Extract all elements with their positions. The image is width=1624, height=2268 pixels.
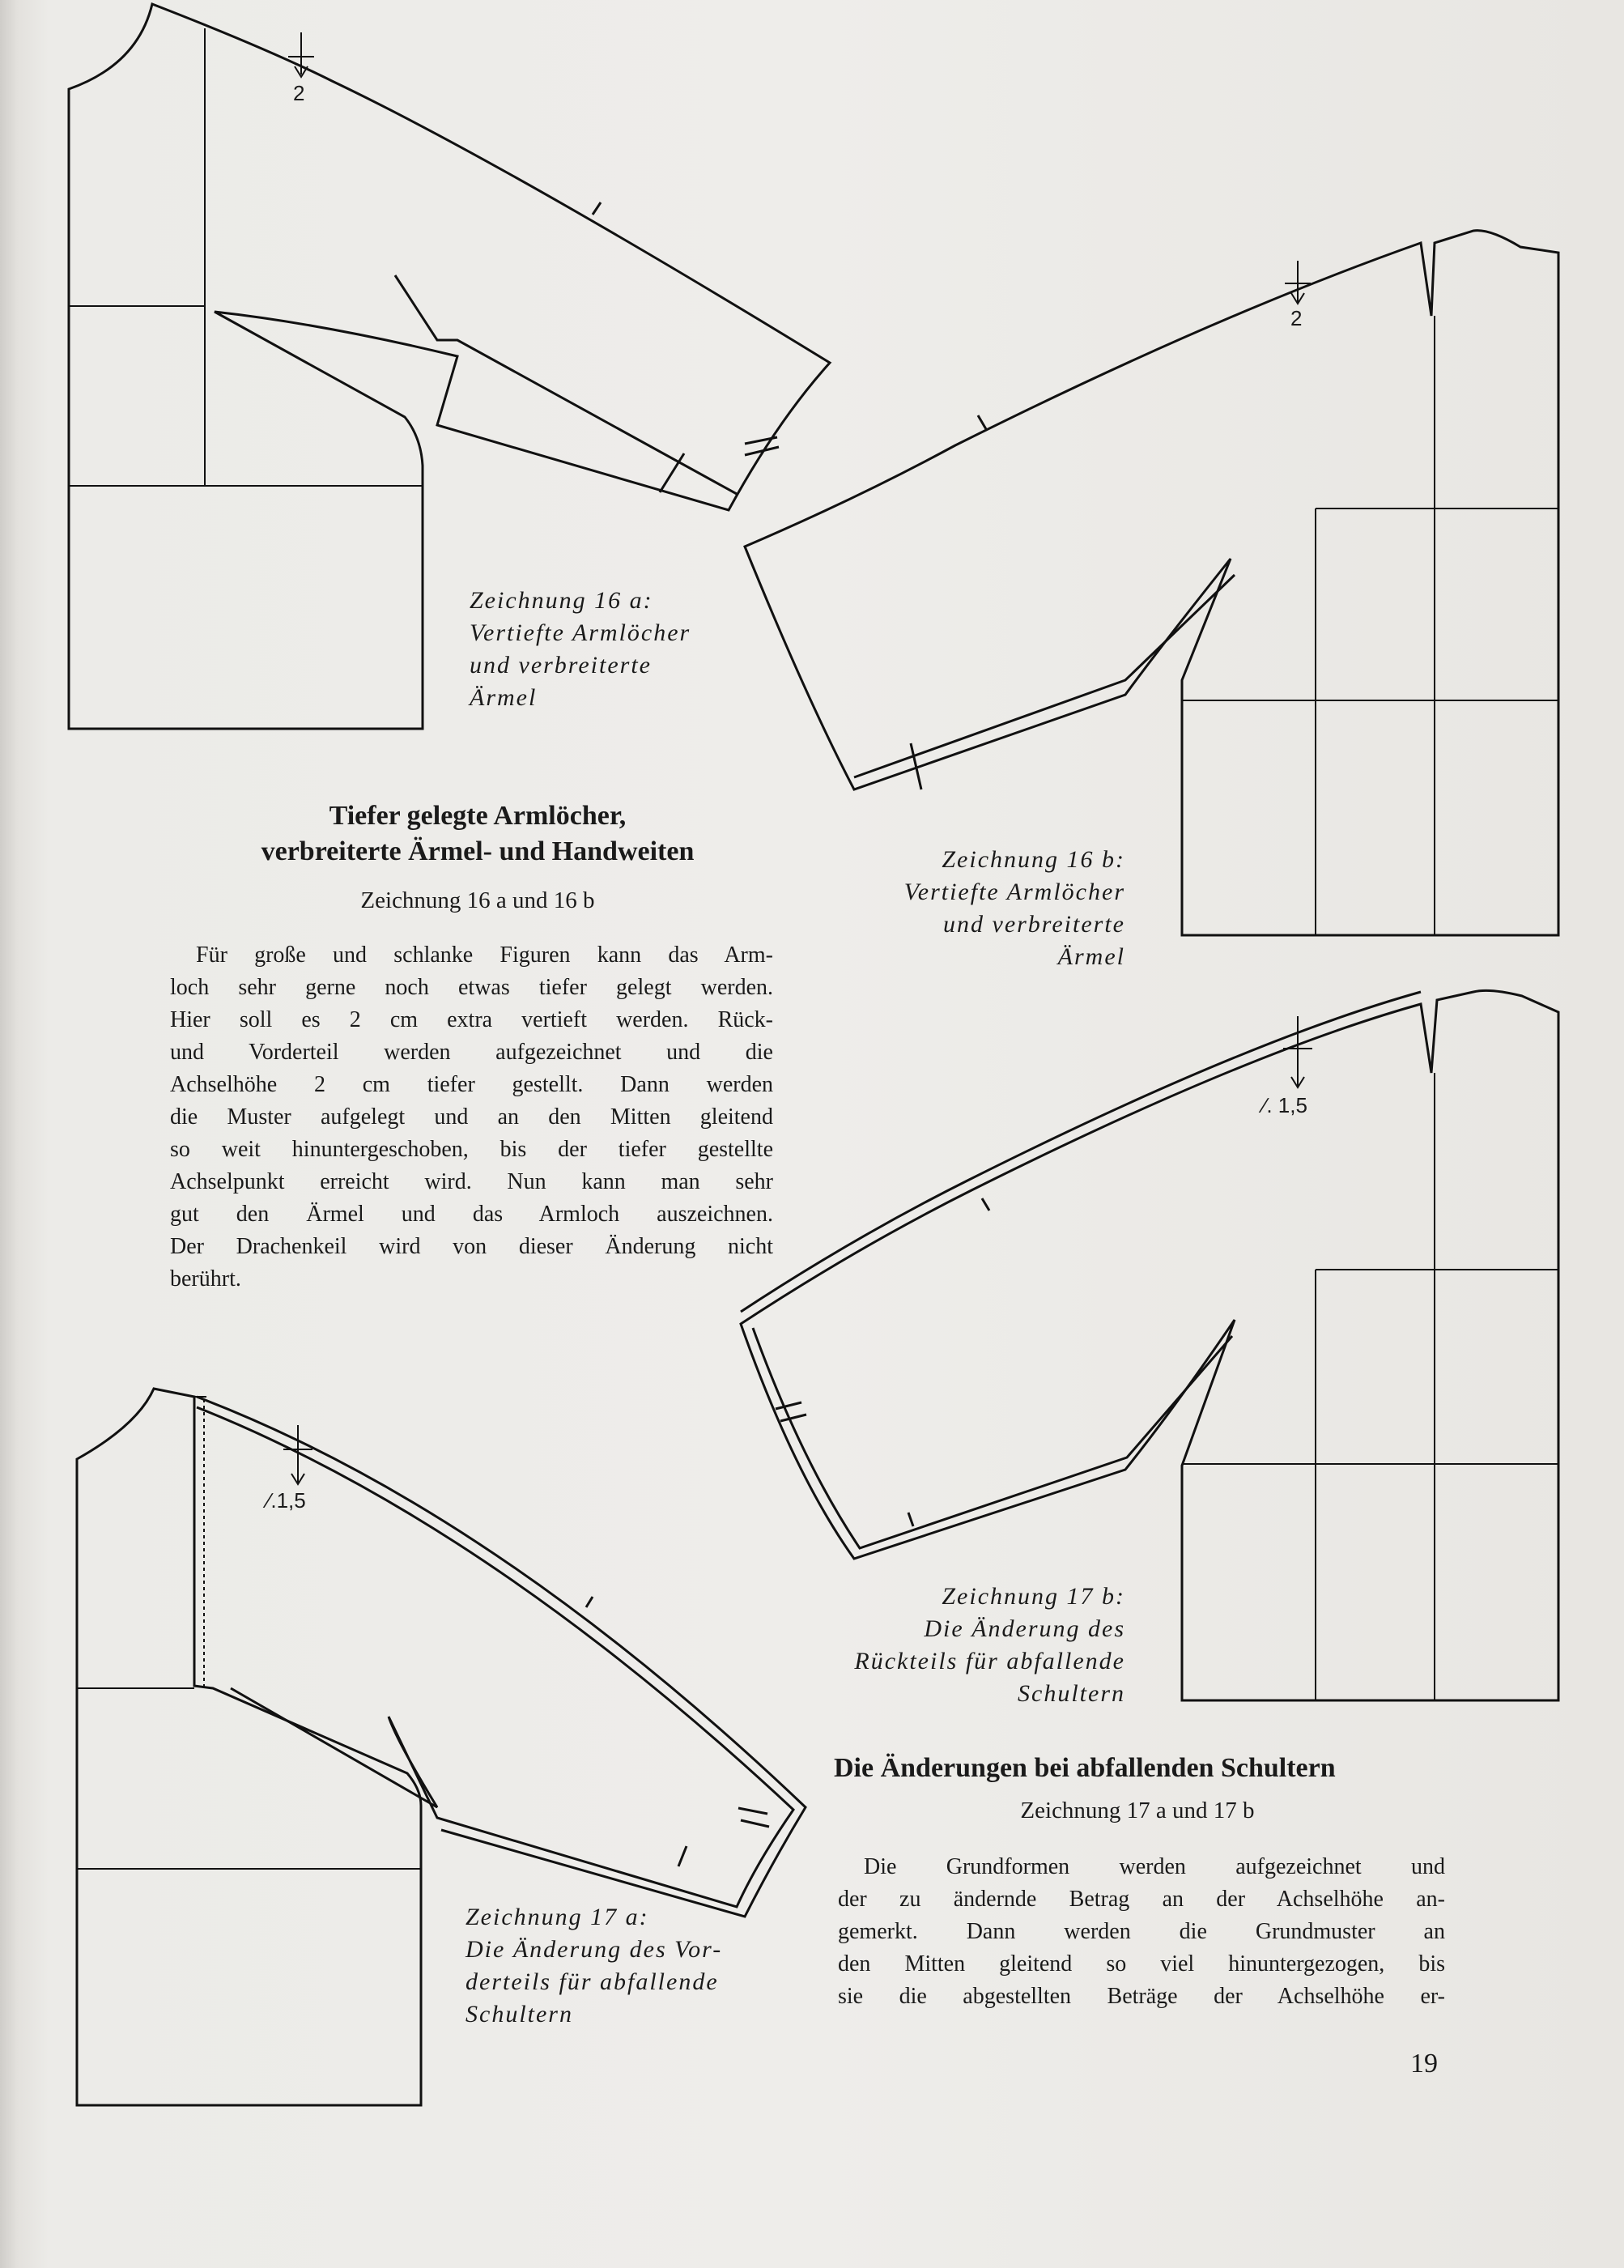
section2-body-line-5: sie die abgestellten Beträge der Achselhöhe er- [838,1984,1445,2009]
caption-17b [818,1581,1125,1710]
section1-body-line-9: gut den Ärmel und das Armloch auszeichnen. [170,1202,773,1227]
pattern-17b-notch-4 [908,1513,913,1526]
section1-body-line-2: loch sehr gerne noch etwas tiefer gelegt werden. [170,975,773,1000]
section1-body-line-1: Für große und schlanke Figuren kann das Arm- [196,943,773,968]
pattern-16b-outline [745,231,1558,935]
pattern-17b-notch [982,1198,989,1211]
section2-body-line-1: Die Grundformen werden aufgezeichnet und [864,1854,1445,1879]
pattern-17a-notch [586,1597,593,1607]
measure-17a: ∕.1,5 [267,1488,306,1513]
section1-body-line-5: Achselhöhe 2 cm tiefer gestellt. Dann werden [170,1072,773,1097]
caption-16a-line-2: Vertiefte Armlöcher [470,619,691,646]
section2-body-line-3: gemerkt. Dann werden die Grundmuster an [838,1919,1445,1944]
caption-16a-line-4: Ärmel [470,684,538,711]
section2-body [838,1851,1445,2013]
caption-17b-line-1: Zeichnung 17 b: [942,1583,1125,1610]
pattern-17a-outline [77,1389,421,2105]
page-number: 19 [1410,2049,1438,2079]
pattern-16b [745,231,1558,935]
section1-body-line-8: Achselpunkt erreicht wird. Nun kann man sehr [170,1169,773,1194]
section1-body [170,939,773,1296]
caption-16b-line-3: und verbreiterte [943,911,1125,938]
measure-17b: ∕. 1,5 [1263,1093,1307,1117]
section1-body-line-11: berührt. [170,1266,241,1291]
caption-17a-line-4: Schultern [466,2001,573,2028]
caption-17a-line-1: Zeichnung 17 a: [466,1904,649,1930]
pattern-16a-notch [593,202,601,215]
pattern-16a [69,4,830,729]
pattern-17a-notch-2 [678,1846,687,1866]
measure-16a: 2 [293,81,305,105]
caption-17a [466,1901,789,2031]
pattern-17a-sleeve [197,1407,793,1907]
section1-heading-line-2: verbreiterte Ärmel- und Handweiten [261,836,695,866]
measure-16b: 2 [1290,306,1303,330]
section1-subheading: Zeichnung 16 a und 16 b [360,887,595,913]
caption-16b [834,844,1125,973]
section1-body-line-3: Hier soll es 2 cm extra vertieft werden. Rück- [170,1007,773,1032]
section1-heading-line-1: Tiefer gelegte Armlöcher, [329,801,627,831]
pattern-16a-sleeve-inner [395,275,737,494]
pattern-17b-notch-2 [776,1402,801,1409]
section2-subheading: Zeichnung 17 a und 17 b [1020,1798,1255,1823]
caption-16a-line-3: und verbreiterte [470,652,652,679]
section2-heading: Die Änderungen bei abfallenden Schultern [834,1753,1336,1783]
caption-16a-line-1: Zeichnung 16 a: [470,587,653,614]
section1-body-line-4: und Vorderteil werden aufgezeichnet und die [170,1040,773,1065]
pattern-17b-outer-offset [741,992,1421,1312]
pattern-16a-outline [69,4,830,729]
section2-body-line-2: der zu ändernde Betrag an der Achselhöhe an- [838,1887,1445,1912]
section2-body-line-4: den Mitten gleitend so viel hinuntergezogen, bis [838,1951,1445,1977]
caption-17a-line-3: derteils für abfallende [466,1968,719,1995]
section1-body-line-10: Der Drachenkeil wird von dieser Änderung nicht [170,1234,773,1259]
caption-17a-line-2: Die Änderung des Vor- [466,1936,723,1963]
caption-17b-line-2: Die Änderung des [924,1615,1125,1642]
section1-body-line-7: so weit hinuntergeschoben, bis der tiefer gestellte [170,1137,773,1162]
pattern-17a-notch-4 [741,1820,769,1827]
pattern-17a-shoulder-offset [197,1397,806,1917]
caption-16b-line-1: Zeichnung 16 b: [942,846,1125,873]
caption-16b-line-4: Ärmel [1057,943,1125,970]
pattern-16a-notch-3 [745,437,777,444]
caption-16b-line-2: Vertiefte Armlöcher [903,879,1125,905]
caption-16a [470,585,691,714]
pattern-17a-notch-3 [738,1808,767,1814]
pattern-17b-notch-3 [780,1415,806,1421]
caption-17b-line-4: Schultern [1018,1680,1125,1707]
section1-body-line-6: die Muster aufgelegt und an den Mitten gleitend [170,1104,773,1130]
caption-17b-line-3: Rückteils für abfallende [854,1648,1125,1674]
pattern-16b-notch [978,415,986,429]
section1-heading [162,798,793,870]
